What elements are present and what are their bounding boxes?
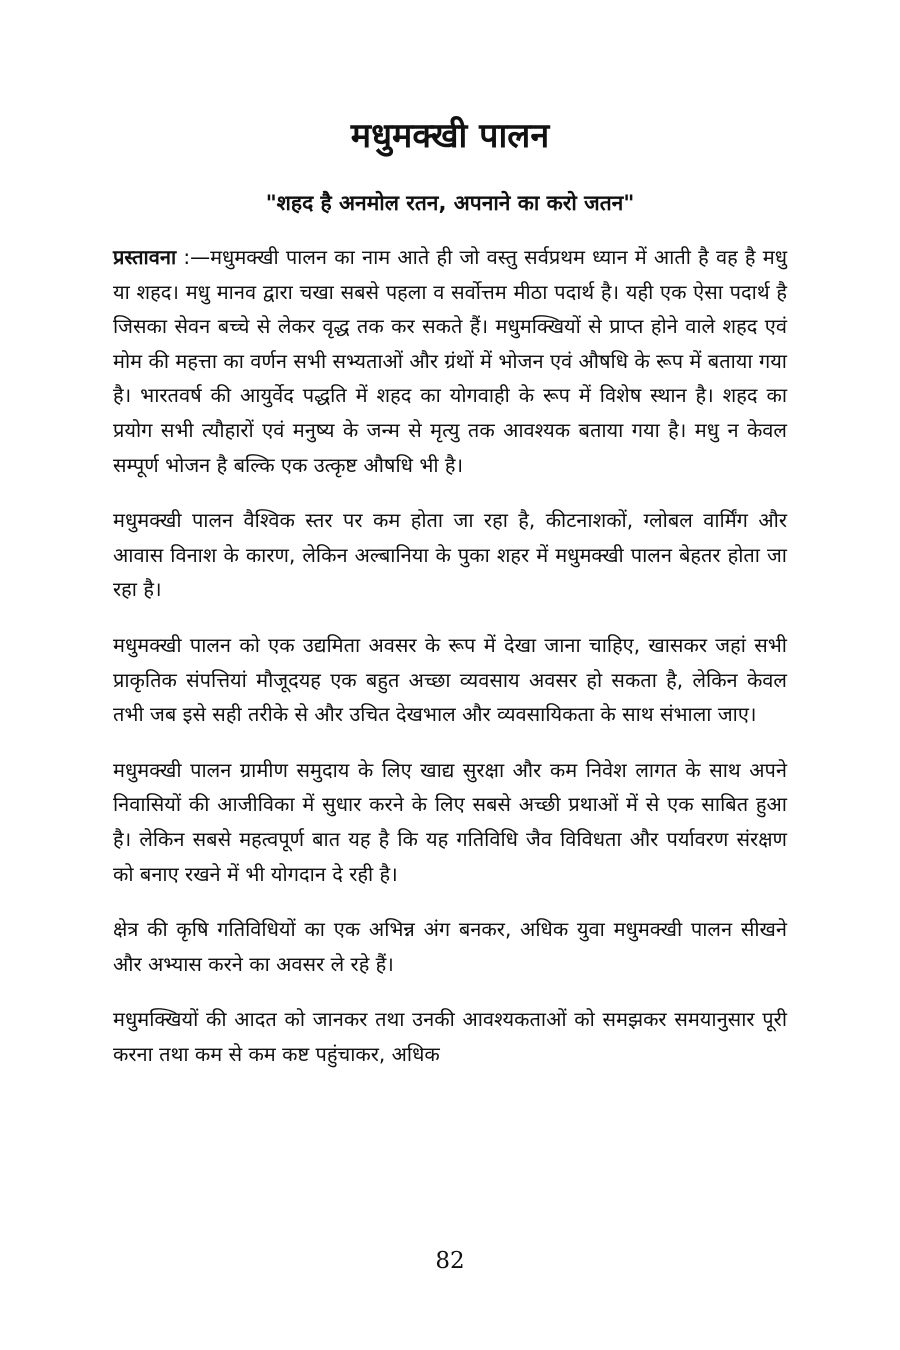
page-title: मधुमक्खी पालन	[350, 116, 550, 156]
intro-lead-word: प्रस्तावना	[113, 245, 177, 269]
paragraph-global-decline: मधुमक्खी पालन वैश्विक स्तर पर कम होता जा रहा है, कीटनाशकों, ग्लोबल वार्मिंग और आवास विनाश के कारण, लेकिन अल्बानिया के पुका शहर में मधुमक्खी पालन बेहतर होता जा रहा है।	[113, 508, 787, 602]
intro-paragraph	[113, 240, 787, 482]
page-number: 82	[435, 1248, 465, 1274]
paragraph-rural-communities: मधुमक्खी पालन ग्रामीण समुदाय के लिए खाद्य सुरक्षा और कम निवेश लागत के साथ अपने निवासियों की आजीविका में सुधार करने के लिए सबसे अच्छी प्रथाओं में से एक साबित हुआ है। लेकिन सबसे महत्वपूर्ण बात यह है कि यह गतिविधि जैव विविधता और पर्यावरण संरक्षण को बनाए रखने में भी योगदान दे रही है।	[113, 757, 787, 886]
paragraph-bee-habits: मधुमक्खियों की आदत को जानकर तथा उनकी आवश्यकताओं को समझकर समयानुसार पूरी करना तथा कम से कम कष्ट पहुंचाकर, अधिक	[113, 1007, 787, 1066]
body-text	[113, 240, 787, 1092]
paragraph-youth-participation: क्षेत्र की कृषि गतिविधियों का एक अभिन्न अंग बनकर, अधिक युवा मधुमक्खी पालन सीखने और अभ्यास करने का अवसर ले रहे हैं।	[113, 917, 787, 976]
intro-paragraph-text: :—मधुमक्खी पालन का नाम आते ही जो वस्तु सर्वप्रथम ध्यान में आती है वह है मधु या शहद। मधु मानव द्वारा चखा सबसे पहला व सर्वोत्तम मीठा पदार्थ है। यही एक ऐसा पदार्थ है जिसका सेवन बच्चे से लेकर वृद्ध तक कर सकते हैं। मधुमक्खियों से प्राप्त होने वाले शहद एवं मोम की महत्ता का वर्णन सभी सभ्यताओं और ग्रंथों में भोजन एवं औषधि के रूप में बताया गया है। भारतवर्ष की आयुर्वेद पद्धति में शहद का योगवाही के रूप में विशेष स्थान है। शहद का प्रयोग सभी त्यौहारों एवं मनुष्य के जन्म से मृत्यु तक आवश्यक बताया गया है। मधु न केवल सम्पूर्ण भोजन है बल्कि एक उत्कृष्ट औषधि भी है।	[113, 245, 787, 477]
paragraph-entrepreneurship: मधुमक्खी पालन को एक उद्यमिता अवसर के रूप में देखा जाना चाहिए, खासकर जहां सभी प्राकृतिक संपत्तियां मौजूदयह एक बहुत अच्छा व्यवसाय अवसर हो सकता है, लेकिन केवल तभी जब इसे सही तरीके से और उचित देखभाल और व्यवसायिकता के साथ संभाला जाए।	[113, 632, 787, 727]
page-subtitle: "शहद है अनमोल रतन, अपनाने का करो जतन"	[265, 191, 635, 215]
